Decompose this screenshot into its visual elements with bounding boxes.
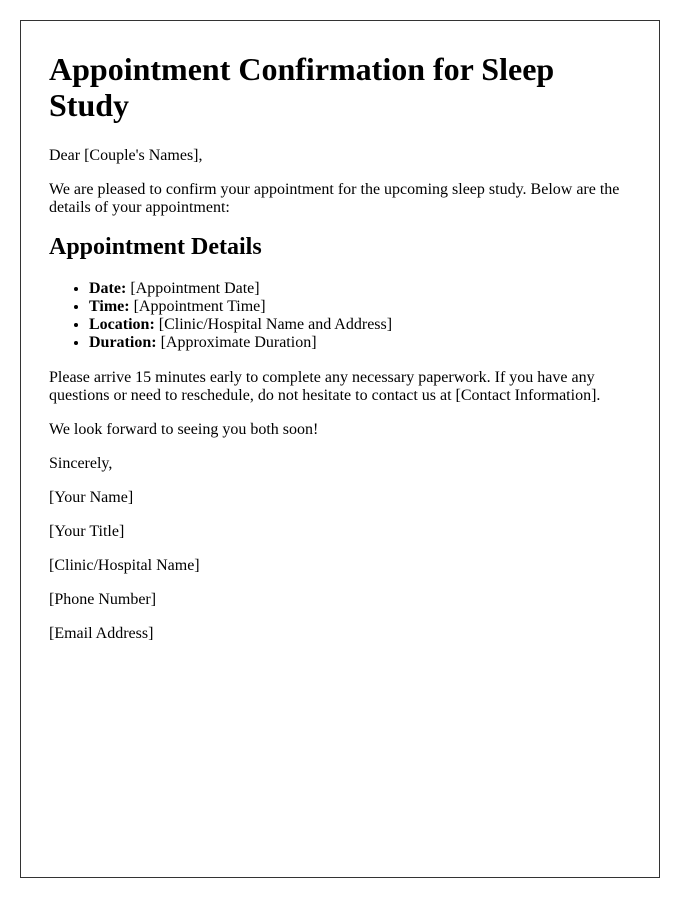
- detail-value: [Appointment Date]: [130, 280, 260, 297]
- detail-label: Time:: [89, 298, 130, 315]
- sign-off: Sincerely,: [49, 455, 113, 472]
- closing-line: We look forward to seeing you both soon!: [49, 421, 319, 438]
- detail-label: Date:: [89, 280, 127, 297]
- details-list: [49, 280, 631, 352]
- salutation: Dear [Couple's Names],: [49, 147, 203, 164]
- detail-item-location: [89, 316, 631, 334]
- detail-value: [Clinic/Hospital Name and Address]: [158, 316, 393, 333]
- detail-item-time: [89, 298, 631, 316]
- detail-value: [Appointment Time]: [133, 298, 266, 315]
- signature-phone: [Phone Number]: [49, 591, 157, 608]
- signature-email: [Email Address]: [49, 625, 154, 642]
- letter-title: Appointment Confirmation for Sleep Study: [49, 51, 555, 123]
- detail-value: [Approximate Duration]: [160, 334, 317, 351]
- detail-item-date: [89, 280, 631, 298]
- detail-item-duration: [89, 334, 631, 352]
- detail-label: Duration:: [89, 334, 157, 351]
- signature-name: [Your Name]: [49, 489, 134, 506]
- signature-title: [Your Title]: [49, 523, 125, 540]
- details-heading: Appointment Details: [49, 234, 262, 260]
- instructions-paragraph: Please arrive 15 minutes early to complete any necessary paperwork. If you have any questions or need to reschedule, do not hesitate to contact us at [Contact Information].: [49, 369, 601, 404]
- letter-container: [20, 20, 660, 878]
- intro-paragraph: We are pleased to confirm your appointment for the upcoming sleep study. Below are the details of your appointment:: [49, 181, 620, 216]
- signature-clinic: [Clinic/Hospital Name]: [49, 557, 200, 574]
- detail-label: Location:: [89, 316, 155, 333]
